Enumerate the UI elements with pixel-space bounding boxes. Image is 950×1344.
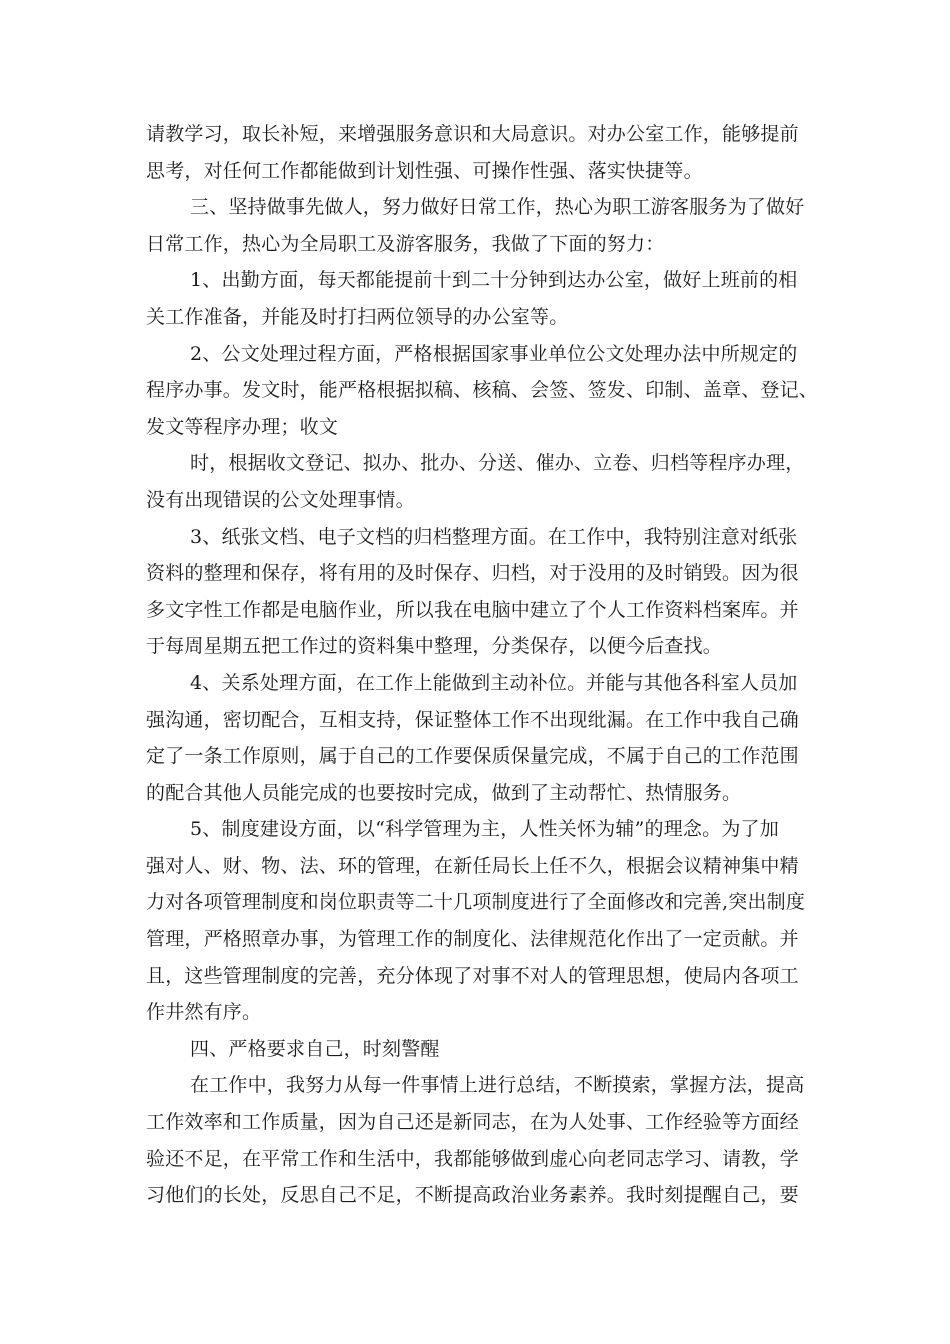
text-line: 力对各项管理制度和岗位职责等二十几项制度进行了全面修改和完善,突出制度 xyxy=(146,891,806,914)
text-line: 日常工作，热心为全局职工及游客服务，我做了下面的努力： xyxy=(146,232,665,255)
text-line: 2、公文处理过程方面，严格根据国家事业单位公文处理办法中所规定的 xyxy=(190,342,798,365)
text-line: 管理，严格照章办事，为管理工作的制度化、法律规范化作出了一定贡献。并 xyxy=(146,928,799,951)
text-line: 时，根据收文登记、拟办、批办、分送、催办、立卷、归档等程序办理， xyxy=(190,452,805,475)
text-line: 三、坚持做事先做人，努力做好日常工作，热心为职工游客服务为了做好 xyxy=(190,196,805,219)
text-line: 请教学习，取长补短，来增强服务意识和大局意识。对办公室工作，能够提前 xyxy=(146,123,799,145)
text-line: 强沟通，密切配合，互相支持，保证整体工作不出现纰漏。在工作中我自己确 xyxy=(146,708,799,731)
text-line: 3、纸张文档、电子文档的归档整理方面。在工作中，我特别注意对纸张 xyxy=(190,525,798,548)
text-line: 1、出勤方面，每天都能提前十到二十分钟到达办公室，做好上班前的相 xyxy=(190,269,798,292)
text-line: 没有出现错误的公文处理事情。 xyxy=(146,488,415,511)
text-line: 4、关系处理方面，在工作上能做到主动补位。并能与其他各科室人员加 xyxy=(190,671,798,694)
text-line: 资料的整理和保存，将有用的及时保存、归档，对于没用的及时销毁。因为很 xyxy=(146,562,799,585)
text-line: 四、严格要求自己，时刻警醒 xyxy=(190,1037,440,1060)
text-line: 的配合其他人员能完成的也要按时完成，做到了主动帮忙、热情服务。 xyxy=(146,781,742,804)
text-line: 程序办事。发文时，能严格根据拟稿、核稿、会签、签发、印制、盖章、登记、 xyxy=(146,379,819,402)
text-line: 发文等程序办理；收文 xyxy=(146,415,339,438)
text-line: 验还不足，在平常工作和生活中，我都能够做到虚心向老同志学习、请教，学 xyxy=(146,1147,799,1170)
text-line: 强对人、财、物、法、环的管理，在新任局长上任不久，根据会议精神集中精 xyxy=(146,854,799,877)
text-line: 定了一条工作原则，属于自己的工作要保质保量完成，不属于自己的工作范围 xyxy=(146,745,799,768)
text-line: 关工作准备，并能及时打扫两位领导的办公室等。 xyxy=(146,305,569,328)
text-line: 在工作中，我努力从每一件事情上进行总结，不断摸索，掌握方法，提高 xyxy=(190,1074,805,1097)
text-line: 作井然有序。 xyxy=(146,1001,262,1024)
text-line: 5、制度建设方面，以“科学管理为主，人性关怀为辅”的理念。为了加 xyxy=(190,818,779,841)
text-line: 工作效率和工作质量，因为自己还是新同志，在为人处事、工作经验等方面经 xyxy=(146,1111,799,1134)
text-line: 于每周星期五把工作过的资料集中整理，分类保存，以便今后查找。 xyxy=(146,635,723,658)
text-line: 多文字性工作都是电脑作业，所以我在电脑中建立了个人工作资料档案库。并 xyxy=(146,598,799,621)
text-line: 习他们的长处，反思自己不足，不断提高政治业务素养。我时刻提醒自己，要 xyxy=(146,1184,799,1207)
text-line: 且，这些管理制度的完善，充分体现了对事不对人的管理思想，使局内各项工 xyxy=(146,964,799,987)
text-line: 思考，对任何工作都能做到计划性强、可操作性强、落实快捷等。 xyxy=(146,159,703,182)
document-body xyxy=(146,116,819,1214)
